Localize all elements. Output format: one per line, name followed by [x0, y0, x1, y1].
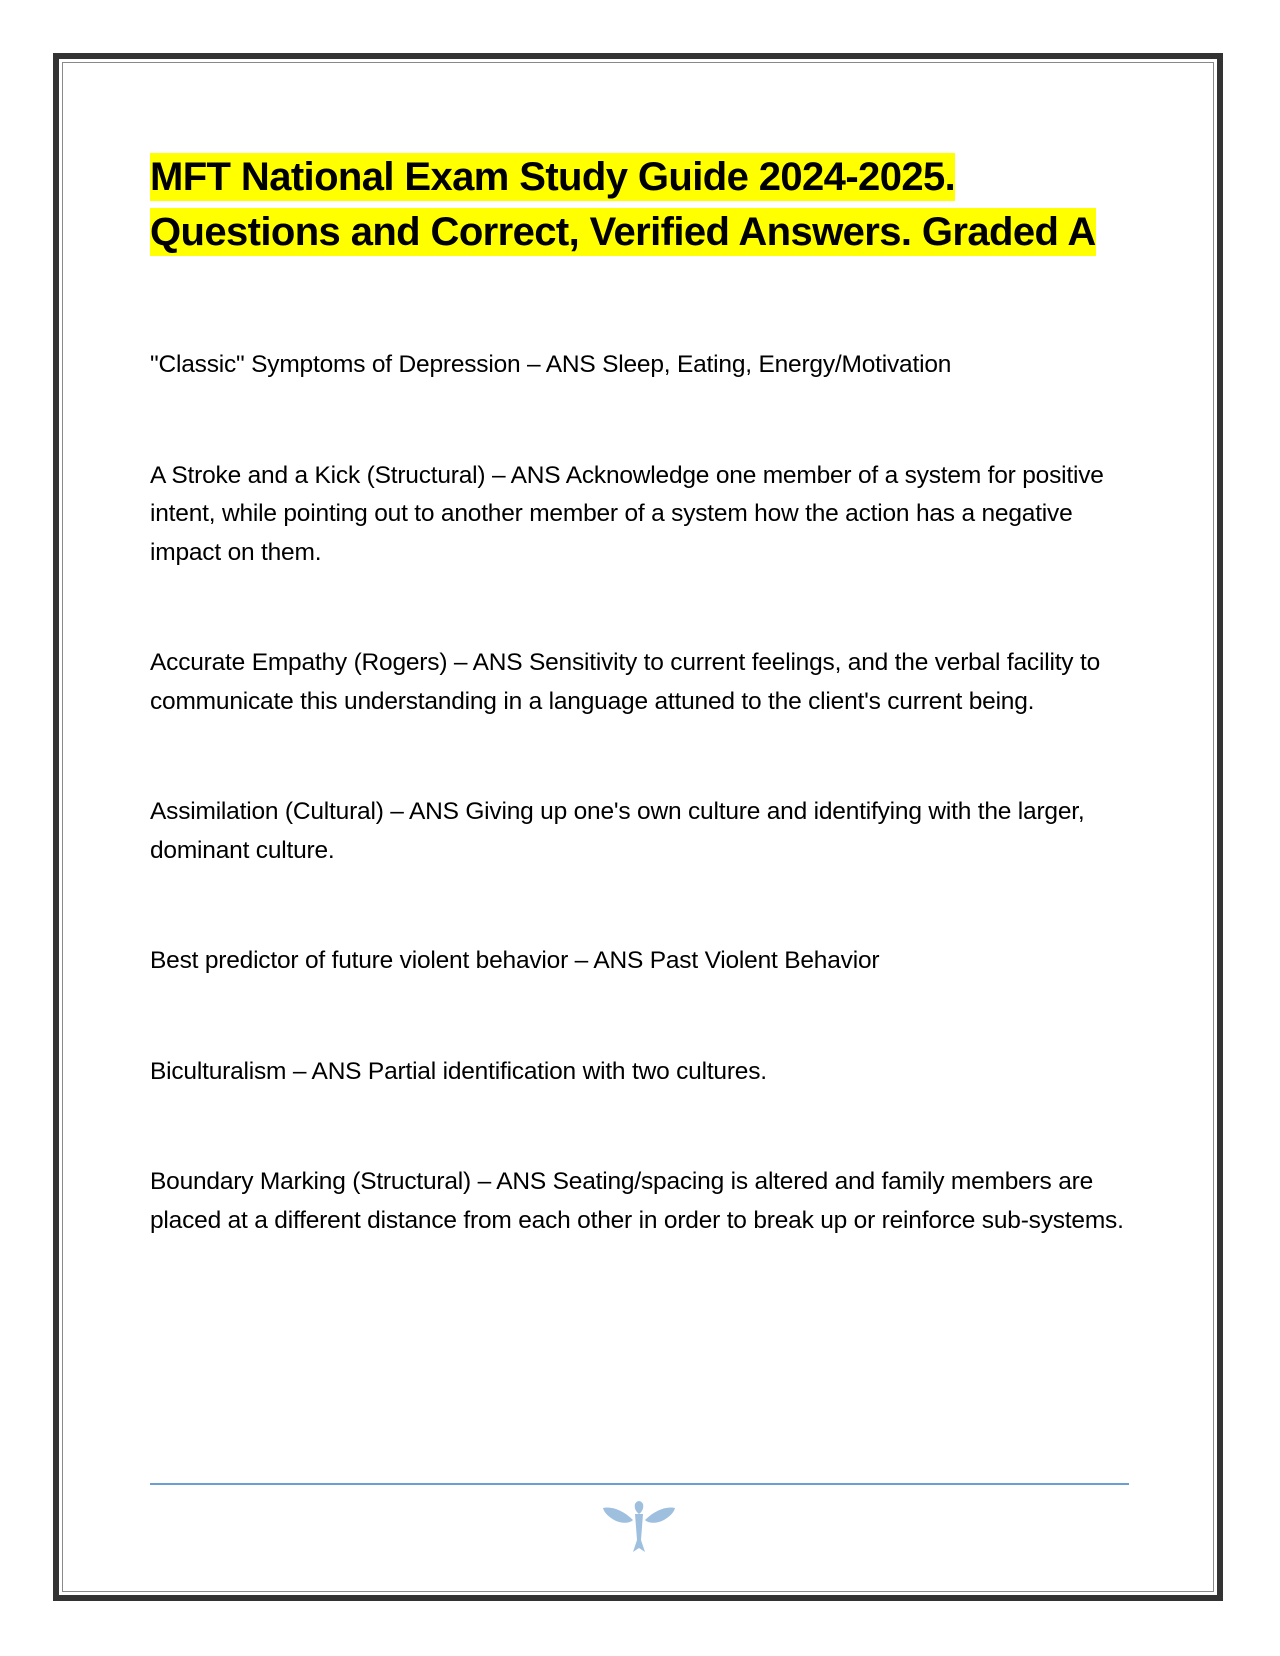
list-item: A Stroke and a Kick (Structural) – ANS Acknowledge one member of a system for positive intent, while pointing out to another member of a system how the action has a negative impact on them. — [150, 461, 1104, 566]
list-item: Assimilation (Cultural) – ANS Giving up one's own culture and identifying with the larger, dominant culture. — [150, 798, 1085, 864]
list-item: Best predictor of future violent behavior – ANS Past Violent Behavior — [150, 947, 880, 974]
list-item: Biculturalism – ANS Partial identification with two cultures. — [150, 1057, 767, 1085]
entry-list — [150, 346, 1140, 1240]
bird-logo-icon — [601, 1500, 677, 1554]
title-line-2: Questions and Correct, Verified Answers. Graded A — [150, 210, 1096, 254]
document-content — [150, 150, 1140, 1312]
list-item: Accurate Empathy (Rogers) – ANS Sensitivity to current feelings, and the verbal facility to communicate this understanding in a language attuned to the client's current being. — [150, 649, 1100, 715]
list-item: Boundary Marking (Structural) – ANS Seating/spacing is altered and family members are placed at a different distance from each other in order to break up or reinforce sub-systems. — [150, 1168, 1124, 1234]
list-item: "Classic" Symptoms of Depression – ANS Sleep, Eating, Energy/Motivation — [150, 351, 952, 378]
footer-divider — [150, 1483, 1129, 1485]
title-line-1: MFT National Exam Study Guide 2024-2025. — [150, 155, 956, 199]
document-title — [150, 150, 1140, 260]
